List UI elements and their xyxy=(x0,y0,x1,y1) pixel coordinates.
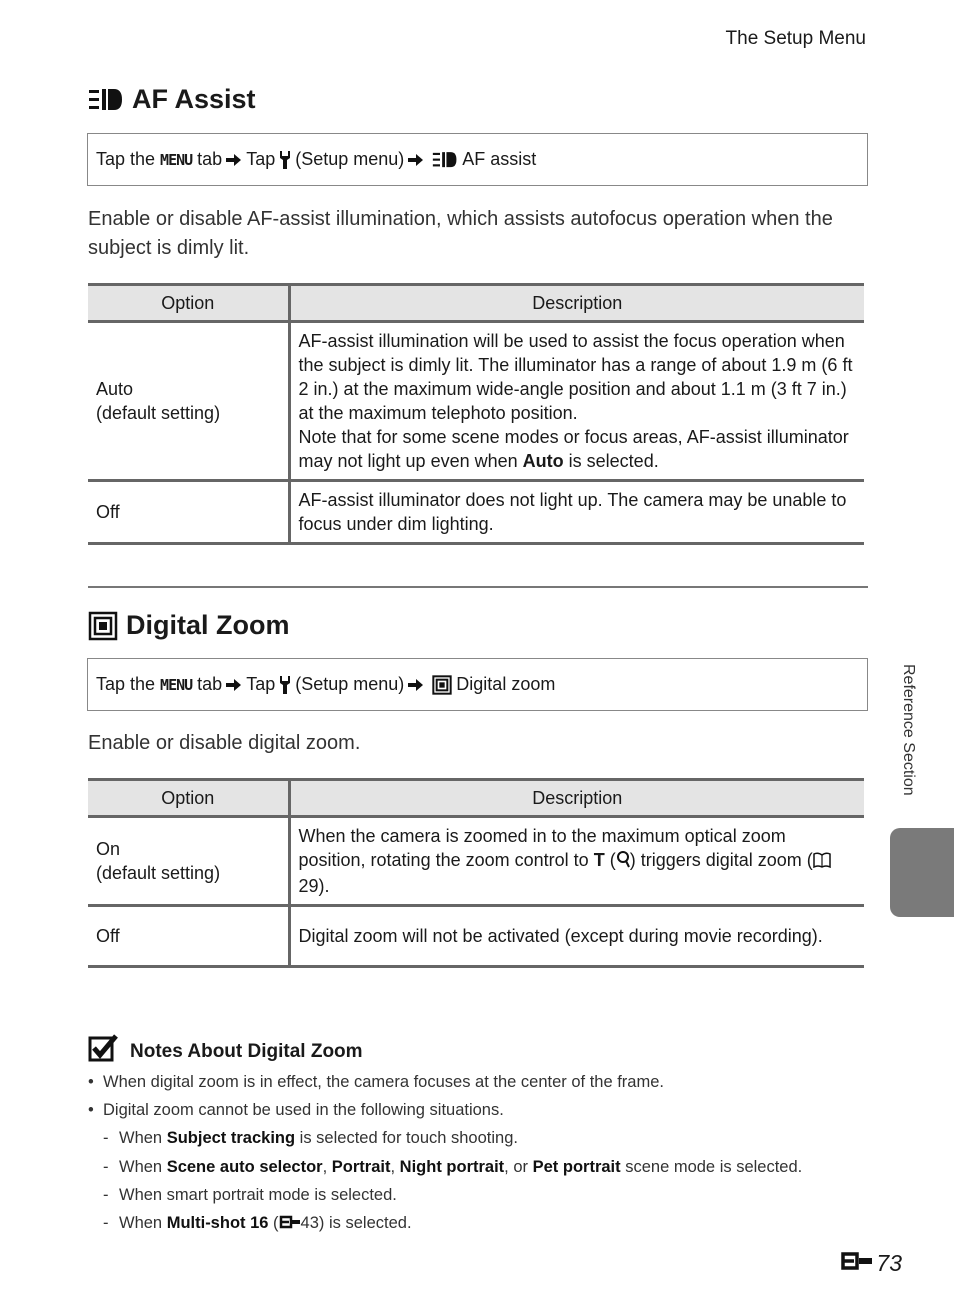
reference-section-tab[interactable] xyxy=(890,828,954,917)
list-item xyxy=(88,1129,518,1148)
note-text: is selected for touch shooting. xyxy=(299,1129,518,1147)
note-text: When xyxy=(119,1129,163,1147)
table-row xyxy=(88,906,864,967)
zoom-tele-symbol: T xyxy=(593,850,605,870)
af-assist-heading xyxy=(88,84,256,115)
option-label: Auto xyxy=(96,379,134,399)
page-reference[interactable]: 43 xyxy=(300,1214,319,1232)
list-item xyxy=(88,1214,412,1234)
note-text: When xyxy=(119,1214,163,1232)
note-bold: Subject tracking xyxy=(166,1129,296,1147)
description-text: When the camera is zoomed in to the maximum optical zoom position, rotating the zoom control to xyxy=(298,826,786,870)
note-text: When digital zoom is in effect, the camera focuses at the center of the frame. xyxy=(103,1073,664,1091)
list-item xyxy=(88,1073,664,1092)
running-header: The Setup Menu xyxy=(725,28,866,49)
description-text: ) triggers digital zoom ( xyxy=(629,850,813,870)
description-bold: Auto xyxy=(522,451,564,471)
note-text: scene mode is selected. xyxy=(625,1158,803,1176)
note-text: , xyxy=(390,1158,396,1176)
page-reference[interactable]: 29 xyxy=(298,876,319,896)
column-header-option: Option xyxy=(88,285,289,322)
magnifier-icon xyxy=(616,850,630,874)
note-text: When xyxy=(119,1158,163,1176)
reference-section-icon xyxy=(279,1215,301,1234)
af-assist-options-table xyxy=(88,283,864,545)
side-tab-label: Reference Section xyxy=(900,664,917,796)
page-number-value: 73 xyxy=(876,1250,902,1276)
af-assist-icon xyxy=(432,150,458,170)
description-text: AF-assist illumination will be used to assist the focus operation when the subject is dimly lit. The illuminator has a range of about 1.9 m (6 ft 2 in.) at the maximum wide-angle position and about 1.1 m (3 ft 7 in.) at the maximum telephoto position. xyxy=(298,331,853,423)
list-item xyxy=(88,1158,802,1177)
notes-title: Notes About Digital Zoom xyxy=(130,1041,363,1062)
checkmark-note-icon xyxy=(88,1034,118,1070)
note-text: , xyxy=(322,1158,328,1176)
dash-icon: - xyxy=(103,1158,109,1176)
note-text: , or xyxy=(504,1158,529,1176)
arrow-right-icon xyxy=(226,153,242,167)
path-text: Tap xyxy=(246,149,276,169)
list-item xyxy=(88,1186,397,1205)
wrench-icon xyxy=(279,150,291,170)
path-text: Digital zoom xyxy=(456,674,556,694)
note-text: When smart portrait mode is selected. xyxy=(119,1186,397,1204)
note-text: Digital zoom cannot be used in the following situations. xyxy=(103,1101,504,1119)
description-cell: Digital zoom will not be activated (except during movie recording). xyxy=(289,906,864,967)
description-text: ). xyxy=(318,876,330,896)
path-text: Tap the xyxy=(96,674,156,694)
option-cell xyxy=(88,817,289,906)
arrow-right-icon xyxy=(408,153,424,167)
arrow-right-icon xyxy=(408,678,424,692)
table-row xyxy=(88,322,864,481)
description-text: ( xyxy=(609,850,616,870)
digital-zoom-title: Digital Zoom xyxy=(126,610,290,640)
af-assist-icon xyxy=(88,86,124,114)
description-text: Note that for some scene modes or focus areas, AF-assist illuminator may not light up even when xyxy=(298,427,849,471)
af-assist-intro: Enable or disable AF-assist illumination, which assists autofocus operation when the subject is dimly lit. xyxy=(88,208,833,259)
option-default-note: (default setting) xyxy=(96,403,221,423)
bullet-icon: • xyxy=(88,1073,94,1091)
note-bold: Multi-shot 16 xyxy=(166,1214,269,1232)
dash-icon: - xyxy=(103,1214,109,1232)
note-bold: Pet portrait xyxy=(532,1158,621,1176)
digital-zoom-intro: Enable or disable digital zoom. xyxy=(88,732,361,754)
digital-zoom-menu-path xyxy=(87,658,868,711)
description-cell: AF-assist illuminator does not light up. The camera may be unable to focus under dim lighting. xyxy=(289,481,864,544)
list-item xyxy=(88,1101,504,1120)
option-label: On xyxy=(96,839,121,859)
option-cell: Off xyxy=(88,481,289,544)
digital-zoom-icon xyxy=(88,611,118,641)
page-number xyxy=(840,1250,902,1277)
menu-tab-label: MENU xyxy=(160,675,193,694)
digital-zoom-icon xyxy=(432,675,452,695)
arrow-right-icon xyxy=(226,678,242,692)
option-default-note: (default setting) xyxy=(96,863,221,883)
path-text: (Setup menu) xyxy=(295,674,405,694)
path-text: Tap the xyxy=(96,149,156,169)
section-divider xyxy=(88,586,868,588)
reference-section-icon xyxy=(840,1250,874,1277)
option-cell xyxy=(88,322,289,481)
af-assist-menu-path xyxy=(87,133,868,186)
table-row xyxy=(88,481,864,544)
note-text: ( xyxy=(273,1214,279,1232)
digital-zoom-options-table xyxy=(88,778,864,968)
column-header-description: Description xyxy=(289,780,864,817)
dash-icon: - xyxy=(103,1129,109,1147)
description-cell xyxy=(289,322,864,481)
option-cell: Off xyxy=(88,906,289,967)
description-cell xyxy=(289,817,864,906)
book-ref-icon xyxy=(813,850,831,874)
path-text: (Setup menu) xyxy=(295,149,405,169)
note-text: ) is selected. xyxy=(318,1214,412,1232)
path-text: tab xyxy=(197,674,223,694)
table-row xyxy=(88,817,864,906)
notes-heading xyxy=(88,1034,363,1070)
note-bold: Night portrait xyxy=(399,1158,505,1176)
note-bold: Scene auto selector xyxy=(166,1158,323,1176)
path-text: Tap xyxy=(246,674,276,694)
column-header-option: Option xyxy=(88,780,289,817)
column-header-description: Description xyxy=(289,285,864,322)
af-assist-title: AF Assist xyxy=(132,84,256,114)
dash-icon: - xyxy=(103,1186,109,1204)
note-bold: Portrait xyxy=(331,1158,391,1176)
path-text: tab xyxy=(197,149,223,169)
bullet-icon: • xyxy=(88,1101,94,1119)
digital-zoom-heading xyxy=(88,610,290,641)
path-text: AF assist xyxy=(462,149,537,169)
menu-tab-label: MENU xyxy=(160,150,193,169)
wrench-icon xyxy=(279,675,291,695)
description-text: is selected. xyxy=(568,451,659,471)
